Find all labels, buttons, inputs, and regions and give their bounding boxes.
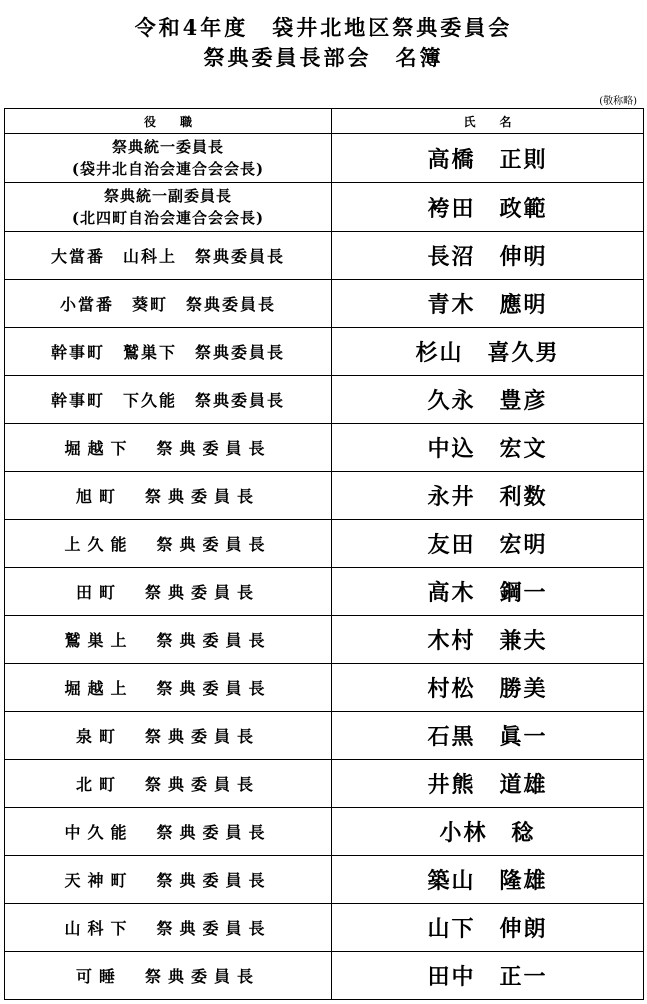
- role-cell: [5, 616, 332, 664]
- table-row: [5, 664, 644, 712]
- name-cell: 石黒 眞一: [332, 712, 644, 760]
- role-cell: [5, 904, 332, 952]
- document-title: 令和4年度 袋井北地区祭典委員会: [134, 15, 513, 40]
- role-cell: [5, 328, 332, 376]
- name-cell: 友田 宏明: [332, 520, 644, 568]
- role-text: 小當番 葵町 祭典委員長: [59, 295, 276, 314]
- name-cell: 村松 勝美: [332, 664, 644, 712]
- role-text: 鷲巣上 祭典委員長: [64, 631, 272, 650]
- member-roster-table: [4, 108, 644, 1000]
- role-text: (袋井北自治会連合会会長): [71, 160, 265, 178]
- table-row: [5, 568, 644, 616]
- table-row: [5, 134, 644, 183]
- table-row: [5, 808, 644, 856]
- table-row: [5, 520, 644, 568]
- role-cell: [5, 472, 332, 520]
- name-cell: 青木 應明: [332, 280, 644, 328]
- role-cell: [5, 856, 332, 904]
- name-cell: 久永 豊彦: [332, 376, 644, 424]
- name-cell: 井熊 道雄: [332, 760, 644, 808]
- role-text: 幹事町 下久能 祭典委員長: [50, 391, 285, 410]
- name-cell: 袴田 政範: [332, 183, 644, 232]
- name-cell: 山下 伸朗: [332, 904, 644, 952]
- role-cell: [5, 520, 332, 568]
- table-row: [5, 760, 644, 808]
- table-row: [5, 616, 644, 664]
- column-header-name: 氏 名: [332, 109, 644, 134]
- role-text: 大當番 山科上 祭典委員長: [50, 247, 285, 266]
- role-cell: [5, 760, 332, 808]
- name-cell: 高橋 正則: [332, 134, 644, 183]
- name-cell: 長沼 伸明: [332, 232, 644, 280]
- honorifics-omitted-note: (敬称略): [599, 96, 637, 107]
- name-cell: 田中 正一: [332, 952, 644, 1000]
- role-cell: [5, 183, 332, 232]
- name-cell: 築山 隆雄: [332, 856, 644, 904]
- role-text: 可睡 祭典委員長: [75, 967, 260, 986]
- name-cell: 永井 利数: [332, 472, 644, 520]
- table-row: [5, 376, 644, 424]
- name-cell: 中込 宏文: [332, 424, 644, 472]
- role-cell: [5, 232, 332, 280]
- table-row: [5, 280, 644, 328]
- document-subtitle: 祭典委員長部会 名簿: [203, 45, 444, 70]
- role-text: 天神町 祭典委員長: [64, 871, 272, 890]
- table-row: [5, 904, 644, 952]
- table-header-row: [5, 109, 644, 134]
- table-row: [5, 472, 644, 520]
- role-text: 堀越下 祭典委員長: [64, 439, 272, 458]
- role-cell: [5, 424, 332, 472]
- role-text: 田町 祭典委員長: [75, 583, 260, 602]
- role-cell: [5, 808, 332, 856]
- table-row: [5, 712, 644, 760]
- role-text: (北四町自治会連合会会長): [71, 209, 265, 227]
- table-row: [5, 183, 644, 232]
- role-text: 中久能 祭典委員長: [64, 823, 272, 842]
- role-text: 幹事町 鷲巣下 祭典委員長: [50, 343, 285, 362]
- role-text: 上久能 祭典委員長: [64, 535, 272, 554]
- table-body: [5, 134, 644, 1000]
- role-cell: [5, 280, 332, 328]
- role-text: 祭典統一委員長: [111, 138, 224, 156]
- table-row: [5, 424, 644, 472]
- name-cell: 小林 稔: [332, 808, 644, 856]
- role-cell: [5, 952, 332, 1000]
- role-text: 祭典統一副委員長: [103, 187, 232, 205]
- table-row: [5, 232, 644, 280]
- column-header-role: 役 職: [5, 109, 332, 134]
- table-row: [5, 952, 644, 1000]
- role-text: 旭町 祭典委員長: [75, 487, 260, 506]
- role-text: 堀越上 祭典委員長: [64, 679, 272, 698]
- role-cell: [5, 664, 332, 712]
- role-text: 泉町 祭典委員長: [75, 727, 260, 746]
- table-row: [5, 856, 644, 904]
- role-cell: [5, 712, 332, 760]
- role-text: 北町 祭典委員長: [75, 775, 260, 794]
- name-cell: 杉山 喜久男: [332, 328, 644, 376]
- role-cell: [5, 568, 332, 616]
- table-row: [5, 328, 644, 376]
- role-cell: [5, 134, 332, 183]
- name-cell: 高木 鋼一: [332, 568, 644, 616]
- name-cell: 木村 兼夫: [332, 616, 644, 664]
- role-text: 山科下 祭典委員長: [64, 919, 272, 938]
- role-cell: [5, 376, 332, 424]
